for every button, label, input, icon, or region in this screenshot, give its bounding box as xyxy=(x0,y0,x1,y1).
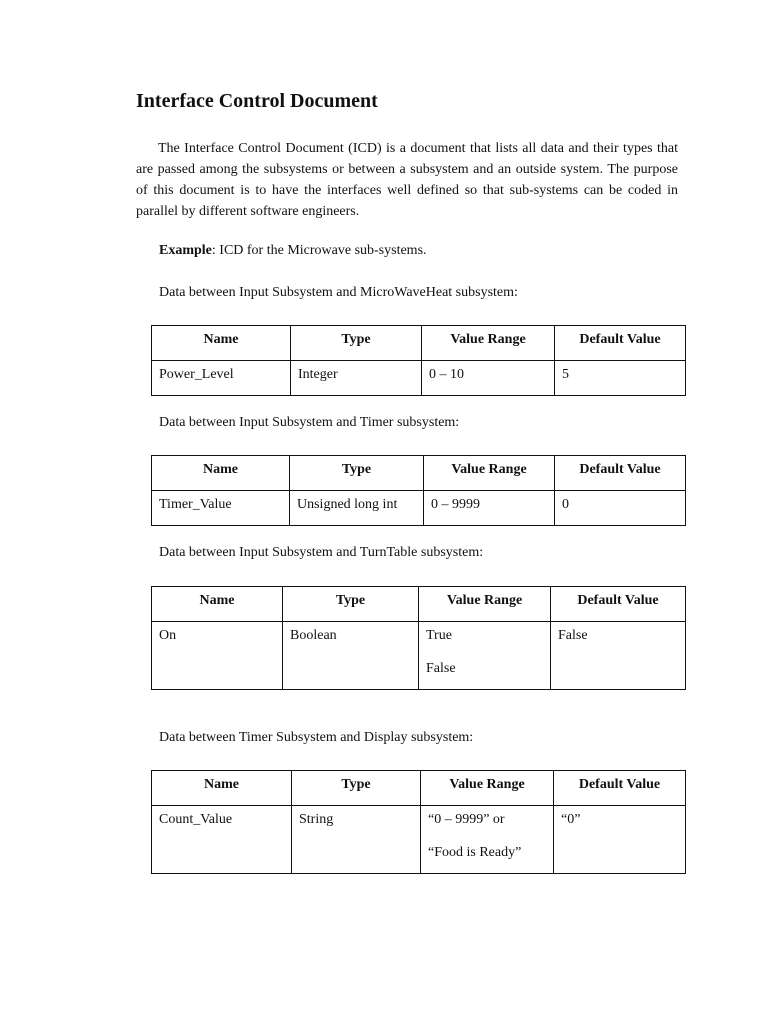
table-header-row xyxy=(152,771,686,806)
table-row xyxy=(152,361,686,396)
table-header-row xyxy=(152,456,686,491)
example-label: Example xyxy=(159,243,212,258)
cell-name: On xyxy=(152,622,283,690)
header-type: Type xyxy=(292,771,421,806)
cell-type: String xyxy=(292,806,421,874)
table-caption: Data between Timer Subsystem and Display subsystem: xyxy=(159,730,474,745)
cell-type: Integer xyxy=(291,361,422,396)
icd-table xyxy=(151,455,686,526)
cell-default-value: “0” xyxy=(554,806,686,874)
header-type: Type xyxy=(291,326,422,361)
cell-default-value: 0 xyxy=(555,491,686,526)
header-type: Type xyxy=(283,587,419,622)
header-default-value: Default Value xyxy=(555,326,686,361)
example-line xyxy=(159,243,427,259)
header-name: Name xyxy=(152,326,291,361)
cell-default-value: 5 xyxy=(555,361,686,396)
table-caption: Data between Input Subsystem and MicroWaveHeat subsystem: xyxy=(159,285,518,300)
table-header-row xyxy=(152,587,686,622)
example-text: : ICD for the Microwave sub-systems. xyxy=(211,243,427,258)
icd-table xyxy=(151,770,686,874)
header-name: Name xyxy=(152,587,283,622)
range-line: False xyxy=(426,661,456,676)
table-caption: Data between Input Subsystem and Timer subsystem: xyxy=(159,415,460,430)
intro-paragraph: The Interface Control Document (ICD) is a document that lists all data and their types that are passed among the subsystems or between a subsystem and an outside system. The purpose of this document is to have the interfaces well defined so that sub-systems can be coded in parallel by different software engineers. xyxy=(136,141,678,219)
header-default-value: Default Value xyxy=(551,587,686,622)
cell-name: Power_Level xyxy=(152,361,291,396)
table-caption: Data between Input Subsystem and TurnTable subsystem: xyxy=(159,545,484,560)
icd-table xyxy=(151,586,686,690)
table-row xyxy=(152,622,686,690)
cell-default-value: False xyxy=(551,622,686,690)
header-name: Name xyxy=(152,771,292,806)
table-header-row xyxy=(152,326,686,361)
table-row xyxy=(152,806,686,874)
header-value-range: Value Range xyxy=(422,326,555,361)
header-default-value: Default Value xyxy=(555,456,686,491)
icd-table xyxy=(151,325,686,396)
range-line: True xyxy=(426,628,452,643)
cell-value-range: 0 – 10 xyxy=(422,361,555,396)
header-value-range: Value Range xyxy=(421,771,554,806)
header-default-value: Default Value xyxy=(554,771,686,806)
cell-value-range xyxy=(421,806,554,874)
cell-value-range: 0 – 9999 xyxy=(424,491,555,526)
header-value-range: Value Range xyxy=(419,587,551,622)
cell-name: Count_Value xyxy=(152,806,292,874)
cell-name: Timer_Value xyxy=(152,491,290,526)
cell-type: Boolean xyxy=(283,622,419,690)
header-value-range: Value Range xyxy=(424,456,555,491)
range-line: “Food is Ready” xyxy=(428,845,522,860)
header-name: Name xyxy=(152,456,290,491)
cell-type: Unsigned long int xyxy=(290,491,424,526)
cell-value-range xyxy=(419,622,551,690)
header-type: Type xyxy=(290,456,424,491)
table-row xyxy=(152,491,686,526)
page-title: Interface Control Document xyxy=(136,90,378,112)
range-line: “0 – 9999” or xyxy=(428,812,505,827)
